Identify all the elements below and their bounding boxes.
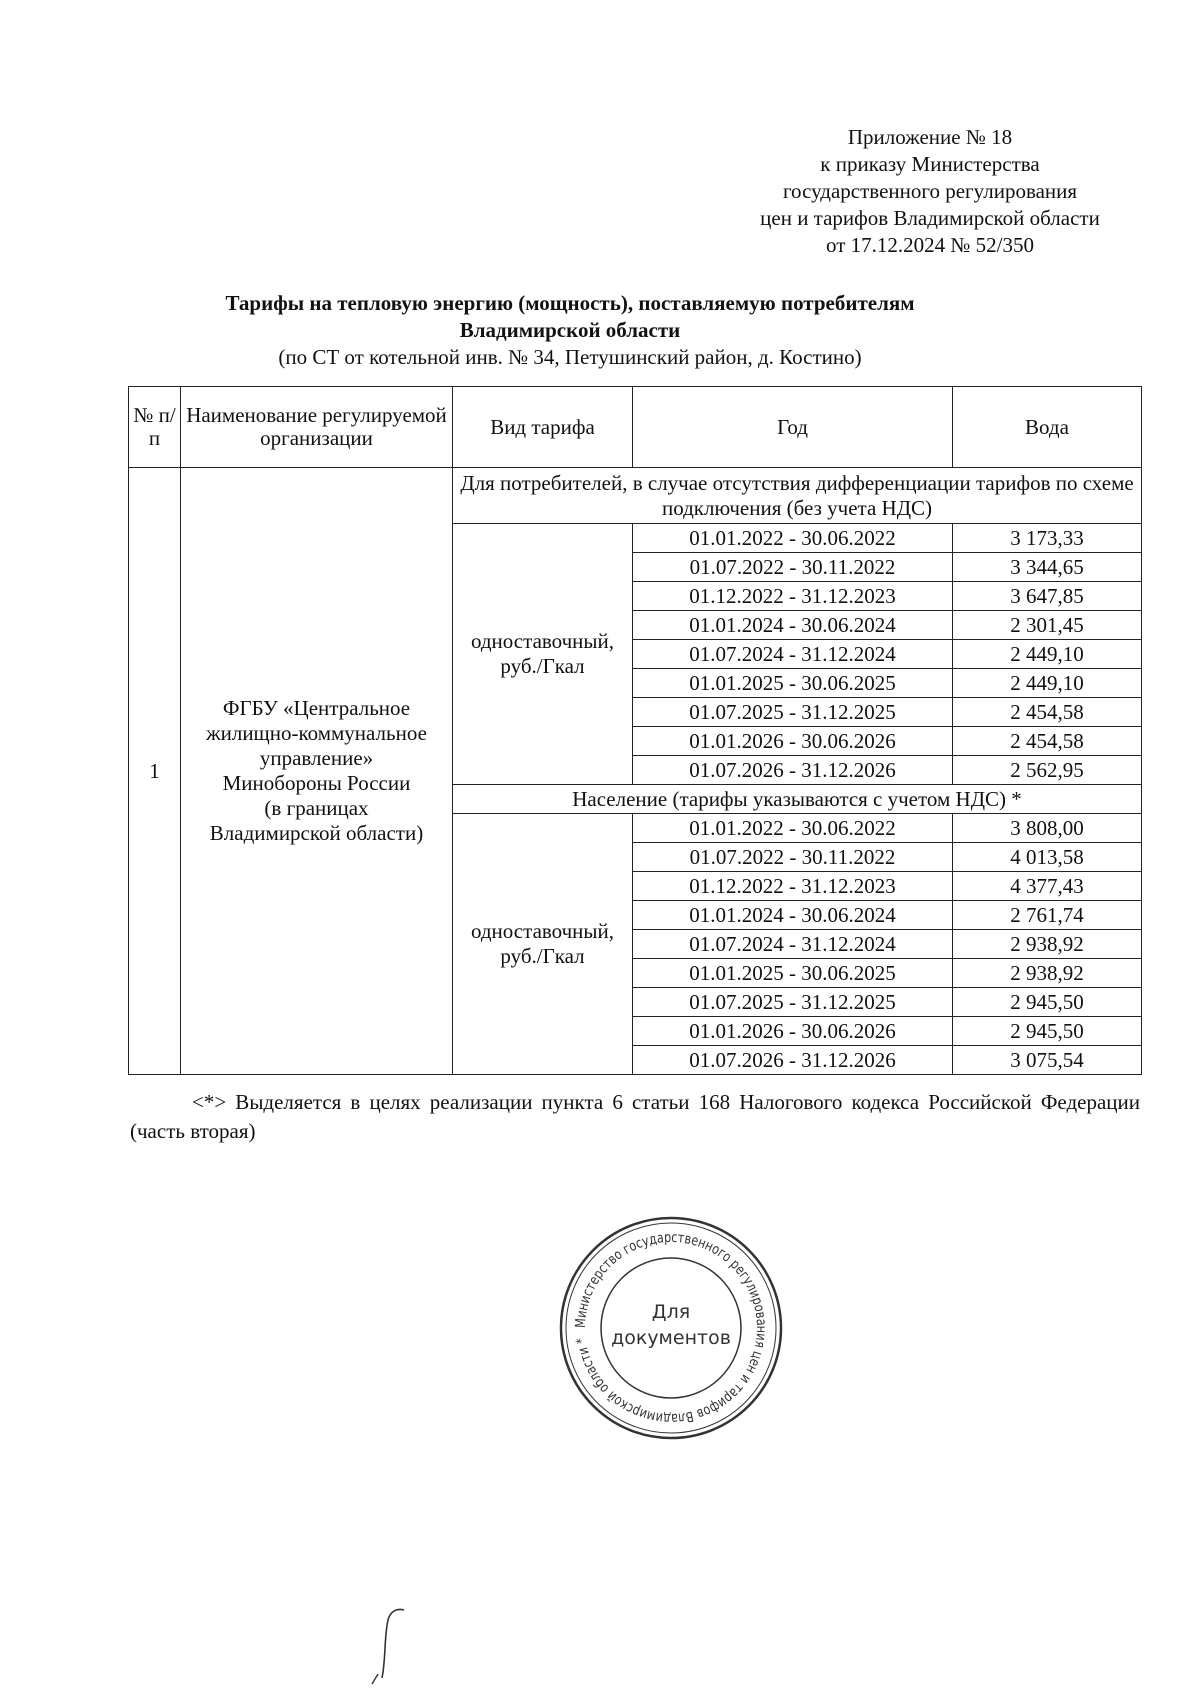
tariff-type (453, 814, 633, 1075)
header-num: № п/п (129, 387, 181, 468)
cell-line: руб./Гкал (500, 654, 585, 678)
period-cell: 01.07.2026 - 31.12.2026 (633, 756, 953, 785)
appendix-line: от 17.12.2024 № 52/350 (825, 233, 1035, 257)
title-line: Владимирской области (459, 318, 681, 342)
section-heading: Для потребителей, в случае отсутствия дифференциации тарифов по схеме подключения (без учета НДС) (453, 468, 1142, 524)
period-cell: 01.01.2025 - 30.06.2025 (633, 959, 953, 988)
official-stamp (555, 1212, 787, 1444)
value-cell: 2 945,50 (953, 1017, 1142, 1046)
period-cell: 01.12.2022 - 31.12.2023 (633, 872, 953, 901)
footnote: <*> Выделяется в целях реализации пункта 6 статьи 168 Налогового кодекса Российской Федерации (часть вторая) (130, 1090, 1140, 1143)
period-cell: 01.07.2024 - 31.12.2024 (633, 640, 953, 669)
value-cell: 3 344,65 (953, 553, 1142, 582)
value-cell: 2 454,58 (953, 698, 1142, 727)
value-cell: 3 808,00 (953, 814, 1142, 843)
appendix-block (680, 124, 1180, 259)
value-cell: 2 449,10 (953, 640, 1142, 669)
header-tariff-type: Вид тарифа (453, 387, 633, 468)
period-cell: 01.01.2022 - 30.06.2022 (633, 524, 953, 553)
value-cell: 2 449,10 (953, 669, 1142, 698)
cell-line: жилищно-коммунальное (206, 721, 427, 745)
period-cell: 01.01.2026 - 30.06.2026 (633, 1017, 953, 1046)
section-heading: Население (тарифы указываются с учетом НДС) * (453, 785, 1142, 814)
cell-line: одноставочный, (470, 629, 615, 653)
cell-line: Минобороны России (222, 771, 411, 795)
document-title (130, 290, 1010, 371)
appendix-line: Приложение № 18 (847, 125, 1013, 149)
subtitle: (по СТ от котельной инв. № 34, Петушинский район, д. Костино) (278, 345, 862, 369)
value-cell: 2 454,58 (953, 727, 1142, 756)
value-cell: 2 938,92 (953, 930, 1142, 959)
value-cell: 3 075,54 (953, 1046, 1142, 1075)
period-cell: 01.07.2025 - 31.12.2025 (633, 988, 953, 1017)
period-cell: 01.01.2024 - 30.06.2024 (633, 611, 953, 640)
tariff-table (128, 386, 1142, 1075)
value-cell: 4 377,43 (953, 872, 1142, 901)
cell-line: ФГБУ «Центральное (222, 696, 411, 720)
period-cell: 01.01.2025 - 30.06.2025 (633, 669, 953, 698)
section-row (129, 468, 1142, 524)
period-cell: 01.07.2025 - 31.12.2025 (633, 698, 953, 727)
stamp-ring-text: Министерство государственного регулирования цен и тарифов Владимирской области * (572, 1229, 770, 1427)
value-cell: 2 562,95 (953, 756, 1142, 785)
value-cell: 3 647,85 (953, 582, 1142, 611)
cell-line: Владимирской области) (209, 821, 424, 845)
table-header-row (129, 387, 1142, 468)
cell-line: одноставочный, (470, 919, 615, 943)
appendix-line: государственного регулирования (782, 179, 1078, 203)
stamp-center-line: документов (611, 1327, 731, 1349)
period-cell: 01.07.2022 - 30.11.2022 (633, 553, 953, 582)
appendix-line: к приказу Министерства (820, 152, 1040, 176)
value-cell: 4 013,58 (953, 843, 1142, 872)
period-cell: 01.01.2022 - 30.06.2022 (633, 814, 953, 843)
cell-line: руб./Гкал (500, 944, 585, 968)
title-line: Тарифы на тепловую энергию (мощность), поставляемую потребителям (225, 291, 915, 315)
period-cell: 01.07.2026 - 31.12.2026 (633, 1046, 953, 1075)
cell-line: (в границах (264, 796, 369, 820)
row-number: 1 (129, 468, 181, 1075)
organization-name (181, 468, 453, 1075)
period-cell: 01.12.2022 - 31.12.2023 (633, 582, 953, 611)
header-year: Год (633, 387, 953, 468)
signature (368, 1598, 448, 1688)
period-cell: 01.07.2024 - 31.12.2024 (633, 930, 953, 959)
period-cell: 01.01.2024 - 30.06.2024 (633, 901, 953, 930)
value-cell: 3 173,33 (953, 524, 1142, 553)
value-cell: 2 761,74 (953, 901, 1142, 930)
period-cell: 01.07.2022 - 30.11.2022 (633, 843, 953, 872)
tariff-type (453, 524, 633, 785)
appendix-line: цен и тарифов Владимирской области (760, 206, 1100, 230)
stamp-center-line: Для (651, 1301, 691, 1323)
header-org: Наименование регулируемой организации (181, 387, 453, 468)
value-cell: 2 945,50 (953, 988, 1142, 1017)
value-cell: 2 301,45 (953, 611, 1142, 640)
header-water: Вода (953, 387, 1142, 468)
value-cell: 2 938,92 (953, 959, 1142, 988)
cell-line: управление» (259, 746, 374, 770)
period-cell: 01.01.2026 - 30.06.2026 (633, 727, 953, 756)
